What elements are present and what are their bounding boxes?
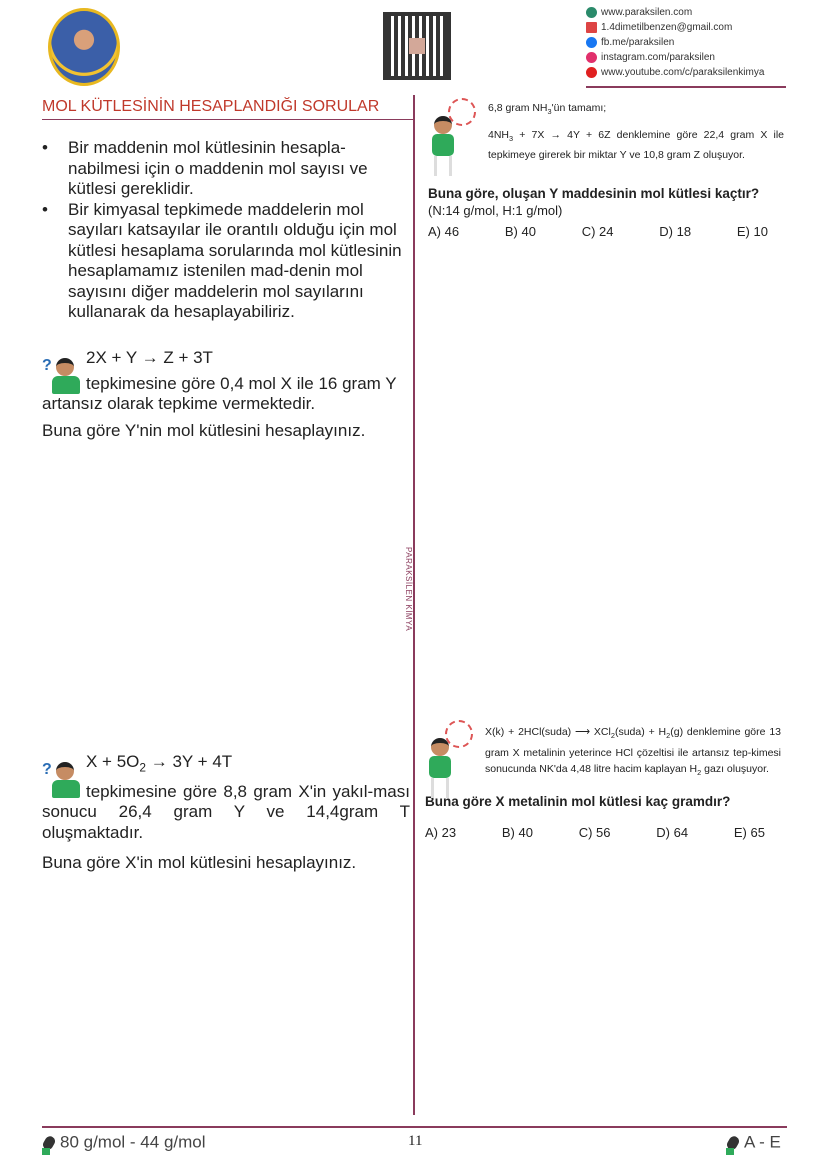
header-divider: [586, 86, 786, 88]
question-mark: ?: [42, 761, 52, 778]
question-ask: Buna göre X'in mol kütlesini hesaplayınız.: [42, 853, 357, 873]
contact-instagram[interactable]: [586, 50, 764, 65]
contact-gmail[interactable]: [586, 20, 764, 35]
equation: $X + 5O_2 \to 3Y + 4T$: [86, 752, 233, 775]
mascot-icon: [421, 720, 479, 800]
option-b[interactable]: B) 40: [501, 824, 533, 840]
contact-text: www.paraksilen.com: [601, 7, 693, 18]
answer-options: [425, 825, 781, 840]
option-a[interactable]: A) 23: [425, 824, 457, 840]
option-e[interactable]: E) 10: [736, 223, 768, 239]
instagram-icon: [586, 52, 597, 63]
question-ask: Buna göre Y'nin mol kütlesini hesaplayınız.: [42, 420, 366, 440]
answer-text: 80 g/mol - 44 g/mol: [60, 1132, 206, 1152]
author-avatar: [48, 8, 120, 86]
contact-list: [586, 5, 764, 80]
question-mascot-icon: [42, 348, 82, 394]
right-question-2: [425, 722, 781, 840]
page-number: 11: [408, 1133, 423, 1149]
question-ask: Buna göre X metalinin mol kütlesi kaç gramdır?: [425, 793, 731, 809]
option-d[interactable]: D) 64: [656, 824, 689, 840]
question-mark: ?: [42, 357, 52, 374]
qr-code[interactable]: [383, 12, 451, 80]
option-a[interactable]: A) 46: [428, 223, 460, 239]
question-text: tepkimesine göre 0,4 mol X ile 16 gram Y artansız olarak tepkime vermektedir.: [42, 373, 397, 413]
gmail-icon: [586, 22, 597, 33]
mascot-icon: [424, 98, 482, 178]
bullet-mark: •: [42, 138, 48, 157]
facebook-icon: [586, 37, 597, 48]
info-bullets: [42, 138, 408, 323]
equation: 2X + Y → Z + 3T: [86, 348, 213, 367]
question-mascot-icon: [42, 752, 82, 798]
contact-youtube[interactable]: [586, 65, 764, 80]
mascot-icon: [42, 1132, 60, 1154]
contact-web[interactable]: [586, 5, 764, 20]
bullet-mark: •: [42, 199, 48, 219]
footer-answer-right: [726, 1132, 781, 1154]
question-text: $4NH_3 + 7X \to 4Y + 6Z$ denklemine göre 22,4 gram X ile tepkimeye girerek bir miktar Y ve 10,8 gram Z oluşuyor.: [488, 128, 784, 162]
answer-options: [428, 224, 784, 239]
contact-text: www.youtube.com/c/paraksilenkimya: [601, 67, 765, 78]
option-d[interactable]: D) 18: [659, 223, 692, 239]
bullet-text: Bir kimyasal tepkimede maddelerin mol sayıları katsayılar ile orantılı olduğu için mol kütlesi hesaplama sorularında mol kütlesinin hesaplamamız istenilen mad-denin mol sayısını diğer maddelerin mol sayılarını kullanarak da hesaplayabiliriz.: [68, 199, 402, 321]
option-c[interactable]: C) 56: [578, 824, 611, 840]
option-c[interactable]: C) 24: [581, 223, 614, 239]
side-brand-text: PARAKSİLEN KİMYA: [404, 547, 413, 632]
contact-text: fb.me/paraksilen: [601, 37, 675, 48]
left-question-2: [42, 752, 410, 874]
question-intro: 6,8 gram $NH_3'ün$ tamamı;: [488, 102, 607, 117]
footer-divider: [42, 1126, 787, 1128]
mascot-icon: [726, 1132, 744, 1154]
bullet-item: [42, 200, 408, 323]
right-question-1: [428, 100, 784, 239]
left-question-1: [42, 348, 410, 441]
question-text: X(k) + 2HCl(suda) ⟶ XCl$_2$(suda) + $H_2(g)$ denklemine göre 13 gram X metalinin yeterince HCl çözeltisi ile artansız tep-kimesi sonucunda NK'da 4,48 litre hacim kaplayan $H_2$ gazı oluşuyor.: [485, 726, 782, 778]
bullet-item: [42, 138, 408, 200]
bullet-text: Bir maddenin mol kütlesinin hesapla-nabilmesi için o maddenin mol sayısı ve kütlesi gereklidir.: [68, 138, 368, 198]
question-text: tepkimesine göre 8,8 gram X'in yakıl-ması sonucu 26,4 gram Y ve 14,4gram T oluşmaktadır.: [42, 781, 410, 842]
contact-facebook[interactable]: [586, 35, 764, 50]
answer-text: A - E: [744, 1132, 781, 1152]
contact-text: instagram.com/paraksilen: [601, 52, 715, 63]
youtube-icon: [586, 67, 597, 78]
web-icon: [586, 7, 597, 18]
section-title: MOL KÜTLESİNİN HESAPLANDIĞI SORULAR: [42, 98, 414, 120]
option-b[interactable]: B) 40: [504, 223, 536, 239]
question-ask: Buna göre, oluşan Y maddesinin mol kütlesi kaçtır?: [428, 185, 760, 201]
column-divider: [413, 95, 415, 1115]
option-e[interactable]: E) 65: [733, 824, 765, 840]
footer-answer-left: [42, 1132, 206, 1154]
contact-text: 1.4dimetilbenzen@gmail.com: [601, 22, 733, 33]
question-given: (N:14 g/mol, H:1 g/mol): [428, 202, 563, 218]
